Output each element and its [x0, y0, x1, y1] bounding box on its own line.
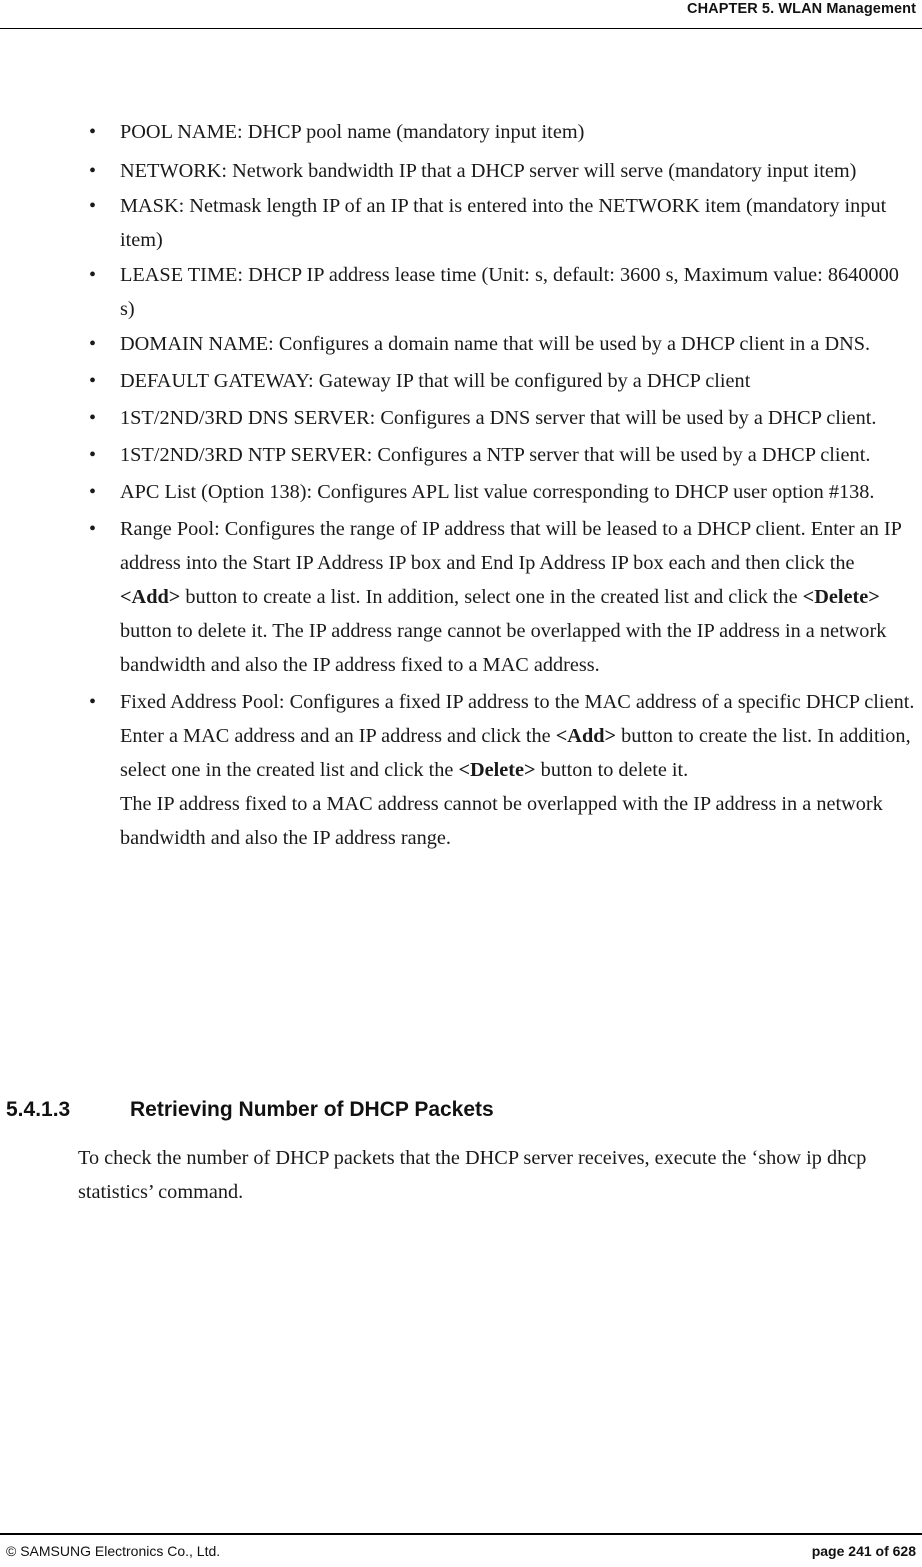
list-item: [0, 115, 922, 149]
bullet-icon: •: [89, 481, 97, 503]
add-button-reference: <Add>: [555, 725, 617, 747]
list-item: [0, 438, 922, 472]
main-content: [0, 115, 922, 855]
fixed-pool-line-1: Fixed Address Pool: Configures a fixed IP address to the MAC address of a specific DHCP client.: [120, 691, 915, 713]
bullet-icon: •: [89, 264, 97, 286]
bullet-icon: •: [89, 160, 97, 182]
fixed-pool-text-3: button to delete it.: [535, 759, 689, 781]
list-item-text: [120, 512, 918, 682]
section-number: 5.4.1.3: [6, 1098, 71, 1121]
list-item: [0, 364, 922, 398]
list-item-text: LEASE TIME: DHCP IP address lease time (Unit: s, default: 3600 s, Maximum value: 8640000 s): [120, 264, 899, 320]
list-item-text: DOMAIN NAME: Configures a domain name that will be used by a DHCP client in a DNS.: [120, 333, 871, 355]
delete-button-reference: <Delete>: [802, 586, 880, 608]
fixed-pool-line-2: [120, 719, 918, 787]
definition-list: [0, 115, 922, 855]
list-item-text: DEFAULT GATEWAY: Gateway IP that will be configured by a DHCP client: [120, 370, 751, 392]
page-header: [0, 0, 922, 29]
list-item: [0, 327, 922, 361]
bullet-icon: •: [89, 444, 97, 466]
list-item: [0, 258, 922, 326]
section-paragraph: To check the number of DHCP packets that the DHCP server receives, execute the ‘show ip dhcp statistics’ command.: [78, 1147, 867, 1203]
list-item: [0, 189, 922, 257]
range-pool-text-2: button to create a list. In addition, select one in the created list and click the: [180, 586, 803, 608]
bullet-icon: •: [89, 195, 97, 217]
page-number: page 241 of 628: [811, 1543, 916, 1559]
bullet-icon: •: [89, 691, 97, 713]
chapter-title: CHAPTER 5. WLAN Management: [687, 1, 916, 17]
bullet-icon: •: [89, 333, 97, 355]
copyright-text: © SAMSUNG Electronics Co., Ltd.: [6, 1543, 221, 1559]
list-item-range-pool: [0, 512, 922, 682]
page-footer: [0, 1533, 922, 1567]
fixed-pool-text-2: button to create the list. In addition, select one in the created list and click the: [120, 725, 911, 781]
range-pool-text-3: button to delete it. The IP address range cannot be overlapped with the IP address in a network bandwidth and also the IP address fixed to a MAC address.: [120, 620, 887, 676]
range-pool-text-1: Range Pool: Configures the range of IP address that will be leased to a DHCP client. Enter an IP address into the Start IP Address IP box and End Ip Address IP box each and then click the: [120, 518, 902, 574]
list-item: [0, 401, 922, 435]
fixed-pool-text-1: Enter a MAC address and an IP address and click the: [120, 725, 556, 747]
add-button-reference: <Add>: [120, 586, 181, 608]
bullet-icon: •: [89, 518, 97, 540]
list-item-text: POOL NAME: DHCP pool name (mandatory input item): [120, 121, 585, 143]
list-item-fixed-address-pool: [0, 685, 922, 855]
list-item-text: 1ST/2ND/3RD DNS SERVER: Configures a DNS server that will be used by a DHCP client.: [120, 407, 877, 429]
section-title: Retrieving Number of DHCP Packets: [130, 1098, 494, 1121]
list-item: [0, 154, 922, 188]
list-item: [0, 475, 922, 509]
delete-button-reference: <Delete>: [458, 759, 536, 781]
bullet-icon: •: [89, 121, 97, 143]
bullet-icon: •: [89, 370, 97, 392]
list-item-text: MASK: Netmask length IP of an IP that is entered into the NETWORK item (mandatory input item): [120, 195, 887, 251]
fixed-pool-line-3: The IP address fixed to a MAC address cannot be overlapped with the IP address in a network bandwidth and also the IP address range.: [120, 793, 883, 849]
list-item-text: APC List (Option 138): Configures APL list value corresponding to DHCP user option #138.: [120, 481, 875, 503]
section-heading: [6, 1098, 494, 1122]
list-item-text: 1ST/2ND/3RD NTP SERVER: Configures a NTP server that will be used by a DHCP client.: [120, 444, 871, 466]
list-item-text: NETWORK: Network bandwidth IP that a DHCP server will serve (mandatory input item): [120, 160, 857, 182]
bullet-icon: •: [89, 407, 97, 429]
